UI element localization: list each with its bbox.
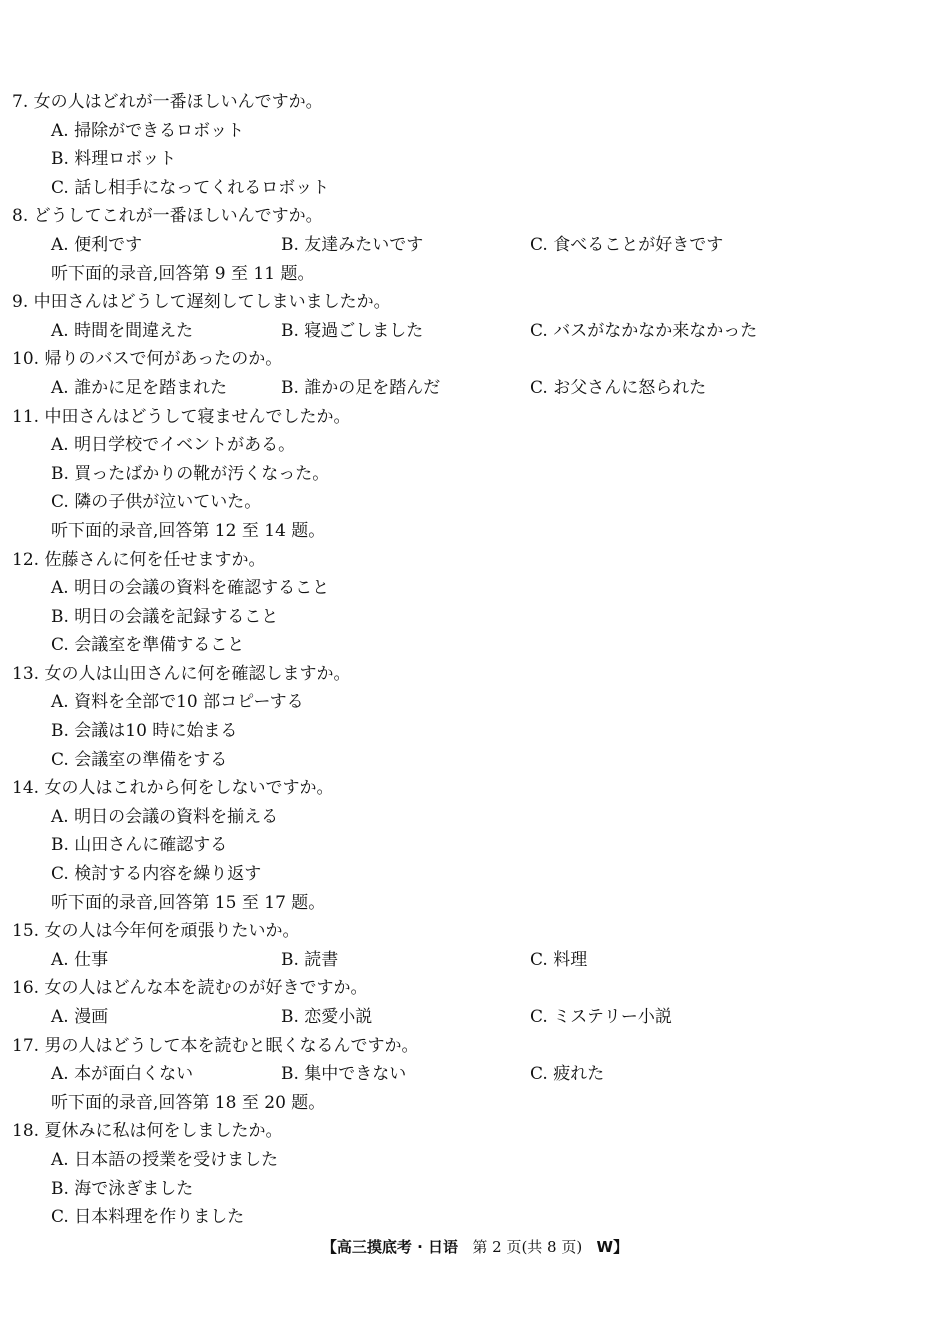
option-a: A. 仕事	[51, 949, 109, 970]
option-c: C. お父さんに怒られた	[530, 377, 707, 398]
option-text: C. 会議室の準備をする	[51, 749, 228, 770]
option-text: A. 資料を全部で10 部コピーする	[51, 692, 304, 713]
option-text: A. 明日学校でイベントがある。	[51, 435, 296, 456]
footer-bracket-open: 【	[321, 1238, 337, 1256]
option-b: B. 友達みたいです	[281, 234, 424, 255]
question-text: 17. 男の人はどうして本を読むと眠くなるんですか。	[12, 1035, 419, 1056]
option-text: A. 日本語の授業を受けました	[51, 1149, 279, 1170]
option-a: A. 本が面白くない	[51, 1064, 194, 1085]
option-a: A. 漫画	[51, 1007, 109, 1027]
question-text: 9. 中田さんはどうして遅刻してしまいましたか。	[12, 292, 391, 313]
option-b: B. 恋愛小説	[281, 1007, 373, 1027]
listening-instruction: 听下面的录音,回答第 12 至 14 题。	[51, 520, 326, 541]
option-text: A. 明日の会議の資料を揃える	[51, 806, 279, 827]
options-row	[12, 1060, 912, 1089]
options-row	[12, 946, 912, 975]
option-text: C. 話し相手になってくれるロボット	[51, 177, 330, 198]
option-text: C. 会議室を準備すること	[51, 635, 245, 656]
options-row	[12, 374, 912, 403]
option-text: A. 明日の会議の資料を確認すること	[51, 578, 330, 599]
question-text: 15. 女の人は今年何を頑張りたいか。	[12, 921, 300, 942]
option-b: B. 誰かの足を踏んだ	[281, 377, 441, 398]
question-text: 8. どうしてこれが一番ほしいんですか。	[12, 206, 323, 227]
listening-instruction: 听下面的录音,回答第 18 至 20 题。	[51, 1092, 326, 1113]
option-text: C. 日本料理を作りました	[51, 1207, 245, 1228]
option-text: B. 明日の会議を記録すること	[51, 606, 279, 627]
option-b: B. 読書	[281, 949, 339, 970]
question-text: 18. 夏休みに私は何をしましたか。	[12, 1121, 283, 1142]
question-text: 11. 中田さんはどうして寝ませんでしたか。	[12, 406, 351, 427]
options-row	[12, 231, 912, 260]
option-c: C. バスがなかなか来なかった	[530, 320, 758, 341]
option-text: B. 会議は10 時に始まる	[51, 721, 238, 742]
page-footer	[0, 1236, 950, 1257]
question-text: 13. 女の人は山田さんに何を確認しますか。	[12, 663, 351, 684]
question-text: 12. 佐藤さんに何を任せますか。	[12, 549, 266, 570]
footer-bracket-close: 】	[613, 1238, 629, 1256]
option-text: C. 検討する内容を繰り返す	[51, 864, 262, 885]
option-a: A. 誰かに足を踏まれた	[51, 377, 228, 398]
question-text: 7. 女の人はどれが一番ほしいんですか。	[12, 92, 323, 112]
option-a: A. 便利です	[51, 234, 143, 255]
footer-code: W	[596, 1238, 614, 1256]
option-text: B. 買ったばかりの靴が汚くなった。	[51, 463, 330, 484]
listening-instruction: 听下面的录音,回答第 15 至 17 题。	[51, 892, 326, 913]
option-text: C. 隣の子供が泣いていた。	[51, 492, 262, 513]
options-row	[12, 317, 912, 346]
exam-content	[12, 88, 912, 1232]
option-text: B. 料理ロボット	[51, 149, 177, 170]
option-c: C. 疲れた	[530, 1064, 605, 1085]
option-text: B. 海で泳ぎました	[51, 1178, 194, 1199]
option-c: C. ミステリー小説	[530, 1007, 672, 1027]
option-text: B. 山田さんに確認する	[51, 835, 228, 856]
option-b: B. 集中できない	[281, 1064, 407, 1085]
question-text: 14. 女の人はこれから何をしないですか。	[12, 778, 334, 799]
option-text: A. 掃除ができるロボット	[51, 120, 245, 141]
option-a: A. 時間を間違えた	[51, 320, 194, 341]
footer-subject: 高三摸底考 · 日语	[336, 1238, 459, 1256]
question-text: 16. 女の人はどんな本を読むのが好きですか。	[12, 978, 368, 999]
option-c: C. 食べることが好きです	[530, 234, 724, 255]
options-row	[12, 1003, 912, 1032]
question-text: 10. 帰りのバスで何があったのか。	[12, 349, 283, 370]
option-c: C. 料理	[530, 949, 588, 970]
option-b: B. 寝過ごしました	[281, 320, 424, 341]
listening-instruction: 听下面的录音,回答第 9 至 11 题。	[51, 263, 315, 284]
footer-page-info: 第 2 页(共 8 页)	[472, 1238, 583, 1256]
